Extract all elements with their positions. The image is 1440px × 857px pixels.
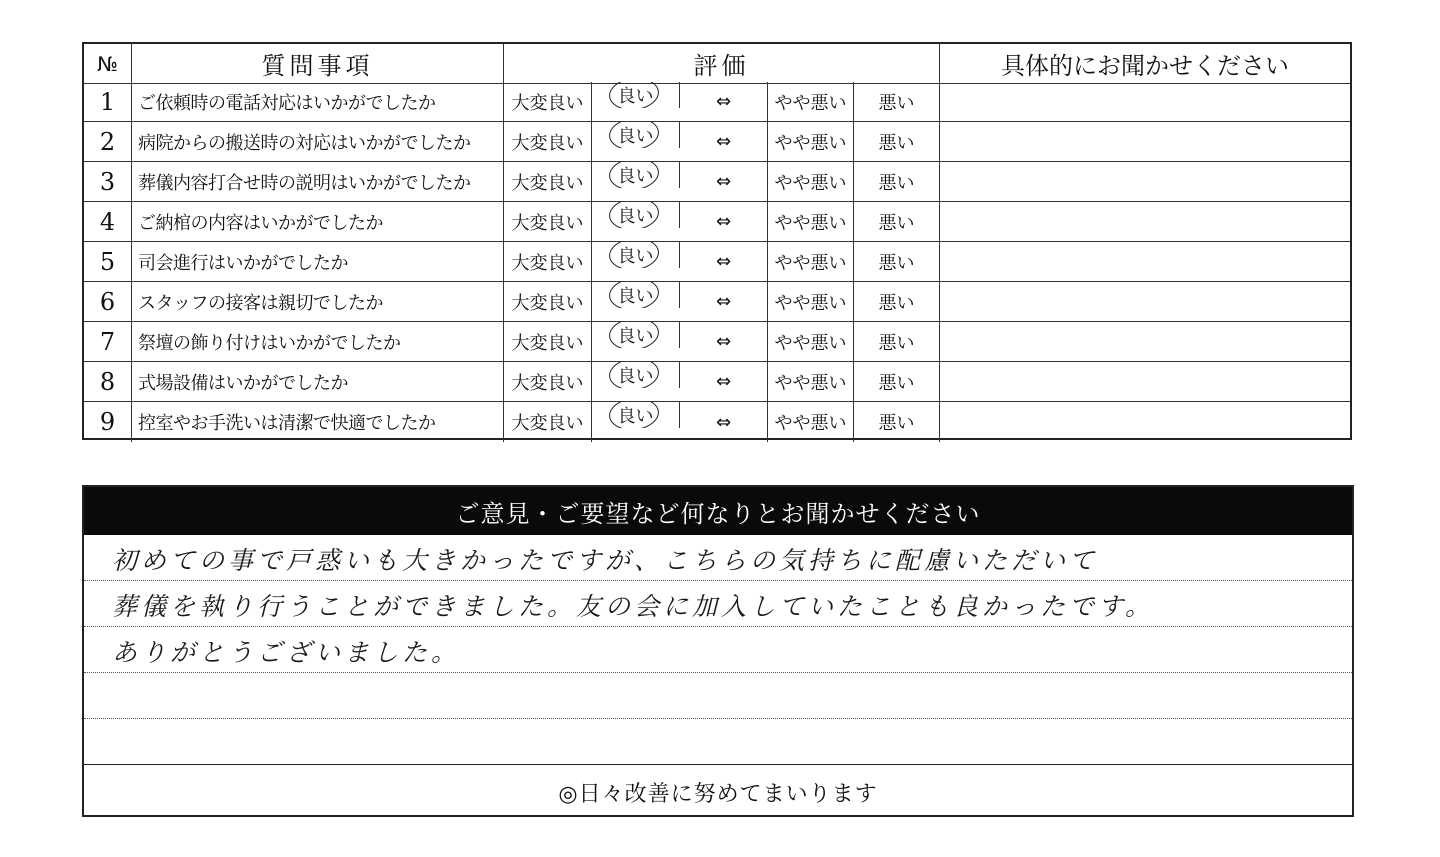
rating-option [504,402,592,442]
rating-option-label: 悪い [878,332,915,354]
rating-arrow [680,122,768,161]
question-number: 2 [84,122,132,161]
rating-arrow [680,82,768,121]
rating-option-label: 大変良い [511,132,584,154]
header-question: 質問事項 [132,44,504,83]
rating-option-label: 大変良い [511,372,584,394]
rating-option-label: 大変良い [511,212,584,234]
rating-option-label: 良い [617,166,654,187]
rating-option [504,362,592,401]
comment-line [84,627,1352,673]
rating-arrow [680,362,768,401]
comment-cell [940,282,1350,321]
question-text: ご納棺の内容はいかがでしたか [132,202,504,241]
rating-option-label: 良い [617,326,654,347]
rating-option [592,362,680,388]
rating-option [504,122,592,161]
rating-option-label: ⇔ [715,131,732,152]
rating-option-label: 悪い [878,92,915,114]
comment-cell [940,202,1350,241]
rating-option-label: やや悪い [774,252,847,274]
rating-option [768,122,854,161]
question-number: 1 [84,82,132,121]
rating-option-label: やや悪い [774,372,847,394]
rating-option-label: 悪い [878,132,915,154]
question-text: 控室やお手洗いは清潔で快適でしたか [132,402,504,442]
rating-option-label: ⇔ [715,371,732,392]
rating-option-label: 良い [617,366,654,387]
comment-line [84,535,1352,581]
rating-option-label: 悪い [878,252,915,274]
survey-table [82,42,1352,440]
rating-option-label: ⇔ [715,251,732,272]
header-comment: 具体的にお聞かせください [1001,52,1289,80]
rating-option-label: 良い [617,86,654,107]
question-text: ご依頼時の電話対応はいかがでしたか [132,82,504,121]
rating-option [854,162,940,201]
header-no: № [84,44,132,83]
rating-option [768,82,854,121]
question-text: 葬儀内容打合せ時の説明はいかがでしたか [132,162,504,201]
handwritten-text: 葬儀を執り行うことができました。友の会に加入していたことも良かったです。 [112,592,1155,621]
comment-cell [940,82,1350,121]
rating-option [592,162,680,188]
comment-box-footer: ◎日々改善に努めてまいります [558,781,878,807]
rating-option [854,362,940,401]
rating-arrow [680,282,768,321]
rating-option-label: ⇔ [715,331,732,352]
question-number: 4 [84,202,132,241]
question-number: 8 [84,362,132,401]
rating-option-label: やや悪い [774,132,847,154]
rating-option [854,122,940,161]
rating-option-label: やや悪い [774,332,847,354]
question-text: 祭壇の飾り付けはいかがでしたか [132,322,504,361]
rating-option [504,322,592,361]
table-row [84,322,1350,362]
comment-cell [940,402,1350,442]
rating-option-label: 悪い [878,372,915,394]
table-row [84,362,1350,402]
question-number: 5 [84,242,132,281]
rating-option [592,202,680,228]
table-row [84,82,1350,122]
rating-option-label: ⇔ [715,291,732,312]
table-header-row [84,44,1350,84]
table-row [84,242,1350,282]
rating-option-label: やや悪い [774,413,847,434]
rating-option [504,82,592,121]
rating-option-label: やや悪い [774,172,847,194]
comment-cell [940,122,1350,161]
rating-option [768,282,854,321]
comment-line [84,673,1352,719]
rating-option [854,202,940,241]
rating-option-label: ⇔ [715,171,732,192]
comment-lines [84,535,1352,765]
rating-arrow [680,322,768,361]
rating-option-label: 良い [617,246,654,267]
rating-option-label: 悪い [878,172,915,194]
rating-option-label: 悪い [878,292,915,314]
rating-option-label: 良い [617,206,654,227]
comment-cell [940,242,1350,281]
comment-line [84,581,1352,627]
comment-box-title: ご意見・ご要望など何なりとお聞かせください [84,487,1352,535]
rating-option [854,322,940,361]
question-text: スタッフの接客は親切でしたか [132,282,504,321]
rating-option [854,82,940,121]
comment-cell [940,162,1350,201]
rating-arrow [680,162,768,201]
comment-cell [940,362,1350,401]
rating-option [592,242,680,268]
handwritten-text: 初めての事で戸惑いも大きかったですが、こちらの気持ちに配慮いただいて [112,546,1099,575]
rating-option [768,162,854,201]
rating-option [768,362,854,401]
table-row [84,162,1350,202]
comment-cell [940,322,1350,361]
rating-option [768,242,854,281]
table-row [84,282,1350,322]
rating-option [504,282,592,321]
rating-arrow [680,402,768,442]
rating-option [592,282,680,308]
rating-option-label: 大変良い [511,413,584,434]
rating-option [854,282,940,321]
table-row [84,402,1350,442]
rating-option [592,322,680,348]
rating-option [592,122,680,148]
rating-option-label: 大変良い [511,332,584,354]
rating-option-label: ⇔ [715,211,732,232]
rating-option-label: 大変良い [511,92,584,114]
rating-option-label: 大変良い [511,292,584,314]
rating-option [768,322,854,361]
question-text: 司会進行はいかがでしたか [132,242,504,281]
question-text: 病院からの搬送時の対応はいかがでしたか [132,122,504,161]
rating-option [592,82,680,108]
table-row [84,122,1350,162]
question-number: 9 [84,402,132,442]
rating-option-label: ⇔ [715,91,732,112]
rating-arrow [680,202,768,241]
rating-option-label: 良い [617,406,654,427]
rating-option [504,242,592,281]
rating-option-label: 良い [617,126,654,147]
rating-option [768,402,854,442]
question-number: 3 [84,162,132,201]
rating-option [854,402,940,442]
rating-option [504,162,592,201]
question-number: 7 [84,322,132,361]
table-row [84,202,1350,242]
handwritten-text: ありがとうございました。 [112,638,461,667]
comment-line [84,719,1352,765]
rating-option-label: 悪い [878,212,915,234]
rating-option [854,242,940,281]
rating-option-label: 悪い [878,413,915,434]
rating-option-label: やや悪い [774,92,847,114]
rating-option-label: 大変良い [511,252,584,274]
rating-option [768,202,854,241]
rating-option-label: 良い [617,286,654,307]
question-number: 6 [84,282,132,321]
rating-option-label: やや悪い [774,212,847,234]
rating-option [504,202,592,241]
rating-arrow [680,242,768,281]
header-rating: 評価 [504,44,940,83]
rating-option-label: やや悪い [774,292,847,314]
rating-option [592,402,680,428]
comment-box [82,485,1354,817]
rating-option-label: ⇔ [715,411,732,433]
question-text: 式場設備はいかがでしたか [132,362,504,401]
rating-option-label: 大変良い [511,172,584,194]
